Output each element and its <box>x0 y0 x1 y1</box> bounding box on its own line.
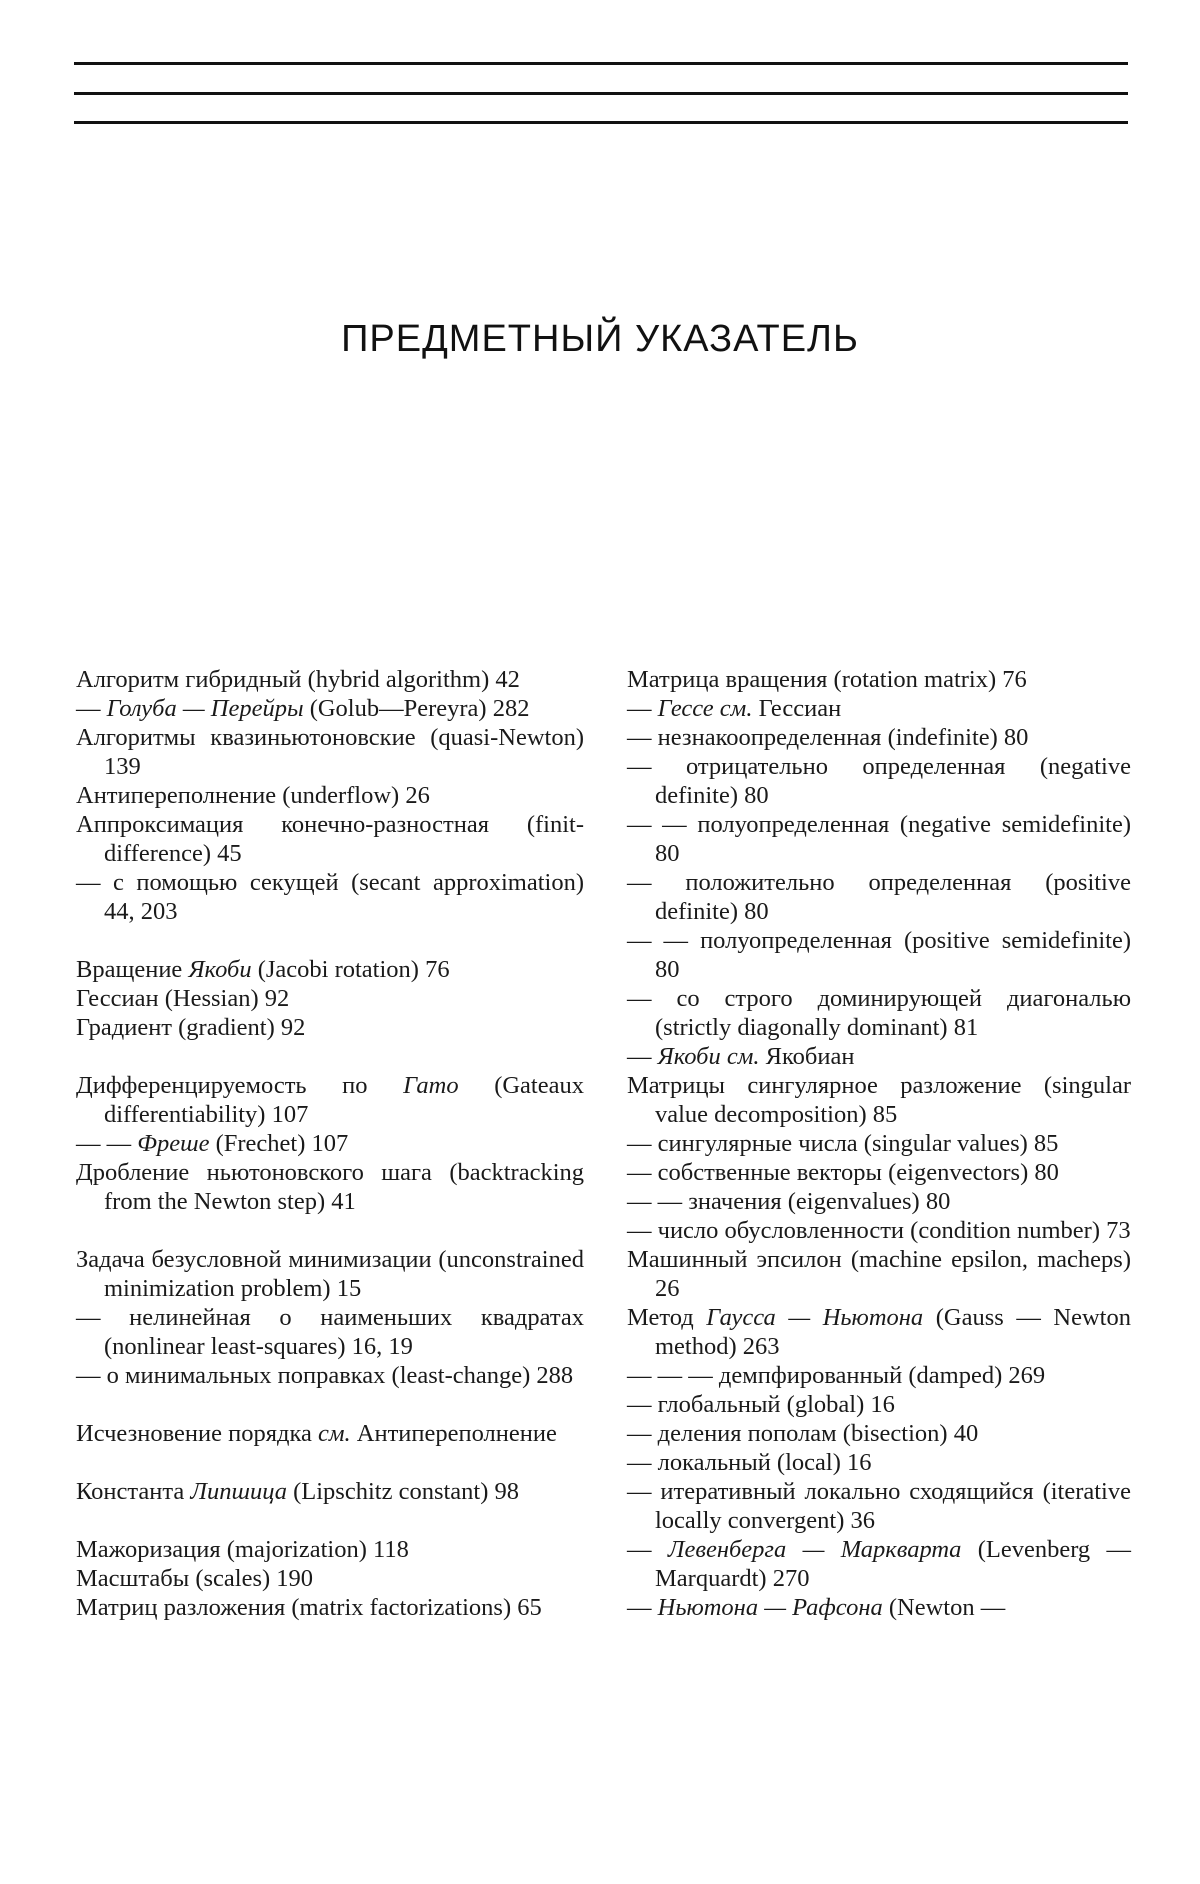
entry-text: Исчезновение порядка <box>76 1420 319 1447</box>
entry-text: — деления пополам (bisection) 40 <box>627 1420 979 1447</box>
entry-italic-name: Липшица <box>190 1478 287 1505</box>
entry-text: Антипереполнение (underflow) 26 <box>76 782 430 809</box>
entry-text: Матриц разложения (matrix factorizations) 65 <box>76 1594 542 1621</box>
entry-text: (Frechet) 107 <box>209 1130 349 1157</box>
index-entry <box>76 1013 584 1042</box>
index-entry <box>76 1477 584 1506</box>
entry-text: (Gauss — Newton method) 263 <box>655 1304 1131 1360</box>
index-entry <box>627 1158 1131 1187</box>
entry-gap <box>76 1448 584 1477</box>
header-rule-2 <box>74 92 1128 95</box>
index-entry <box>76 984 584 1013</box>
index-entry <box>627 868 1131 926</box>
index-entry <box>76 1535 584 1564</box>
index-entry <box>627 1535 1131 1593</box>
entry-text: — <box>627 1536 668 1563</box>
entry-text: — с помощью секущей (secant approximation) 44, 203 <box>76 869 584 925</box>
header-rule-3 <box>74 121 1128 124</box>
entry-text: Константа <box>76 1478 191 1505</box>
entry-gap <box>76 1390 584 1419</box>
entry-text: — число обусловленности (condition number) 73 <box>627 1217 1131 1244</box>
entry-text: (Newton — <box>882 1594 1006 1621</box>
entry-text: — со строго доминирующей диагональю (strictly diagonally dominant) 81 <box>627 985 1131 1041</box>
index-entry <box>76 665 584 694</box>
entry-text: — собственные векторы (eigenvectors) 80 <box>627 1159 1059 1186</box>
index-entry <box>76 955 584 984</box>
index-entry <box>627 1361 1131 1390</box>
entry-text: — нелинейная о наименьших квадратах (nonlinear least-squares) 16, 19 <box>76 1304 584 1360</box>
index-entry <box>627 1187 1131 1216</box>
index-entry <box>627 723 1131 752</box>
entry-text: (Levenberg — Marquardt) 270 <box>655 1536 1132 1592</box>
entry-text: — итеративный локально сходящийся (iterative locally convergent) 36 <box>627 1478 1131 1534</box>
entry-text: Алгоритмы квазиньютоновские (quasi-Newton) 139 <box>76 724 584 780</box>
entry-text: — — <box>76 1130 138 1157</box>
entry-italic-name: Якоби см. <box>657 1043 760 1070</box>
entry-text: Метод <box>627 1304 707 1331</box>
entry-text: — <box>627 695 658 722</box>
index-entry <box>627 752 1131 810</box>
index-entry <box>627 1216 1131 1245</box>
index-entry <box>627 694 1131 723</box>
entry-text: — <box>627 1594 658 1621</box>
entry-text: — — значения (eigenvalues) 80 <box>627 1188 951 1215</box>
entry-italic-name: Ньютона — Рафсона <box>657 1594 883 1621</box>
entry-text: Антипереполнение <box>350 1420 557 1447</box>
entry-text: Гессиан <box>752 695 842 722</box>
index-entry <box>627 665 1131 694</box>
index-entry <box>76 1593 584 1622</box>
index-column-right <box>627 665 1131 1622</box>
entry-text: Матрицы сингулярное разложение (singular value decomposition) 85 <box>627 1072 1131 1128</box>
index-entry <box>76 810 584 868</box>
index-entry <box>76 1564 584 1593</box>
index-entry <box>76 1303 584 1361</box>
entry-text: Вращение <box>76 956 189 983</box>
entry-text: (Jacobi rotation) 76 <box>251 956 450 983</box>
entry-text: Задача безусловной минимизации (unconstrained minimization problem) 15 <box>76 1246 584 1302</box>
entry-italic-name: Гато <box>403 1072 459 1099</box>
entry-gap <box>76 1506 584 1535</box>
index-entry <box>76 1361 584 1390</box>
entry-gap <box>76 1042 584 1071</box>
entry-text: Алгоритм гибридный (hybrid algorithm) 42 <box>76 666 520 693</box>
index-entry <box>76 1158 584 1216</box>
entry-text: — — полуопределенная (negative semidefinite) 80 <box>627 811 1131 867</box>
index-entry <box>627 1042 1131 1071</box>
entry-text: — <box>627 1043 658 1070</box>
entry-text: Дробление ньютоновского шага (backtracking from the Newton step) 41 <box>76 1159 584 1215</box>
entry-text: Гессиан (Hessian) 92 <box>76 985 290 1012</box>
entry-text: — незнакоопределенная (indefinite) 80 <box>627 724 1029 751</box>
index-entry <box>76 723 584 781</box>
index-entry <box>76 868 584 926</box>
index-entry <box>627 1419 1131 1448</box>
entry-text: (Golub—Pereyra) 282 <box>303 695 530 722</box>
entry-text: — глобальный (global) 16 <box>627 1391 895 1418</box>
index-entry <box>627 984 1131 1042</box>
entry-text: (Gateaux differentiability) 107 <box>104 1072 584 1128</box>
entry-italic-name: Гессе см. <box>657 695 753 722</box>
entry-text: — <box>76 695 107 722</box>
entry-text: Дифференцируемость по <box>76 1072 404 1099</box>
entry-text: Градиент (gradient) 92 <box>76 1014 306 1041</box>
entry-text: Масштабы (scales) 190 <box>76 1565 314 1592</box>
entry-text: Матрица вращения (rotation matrix) 76 <box>627 666 1027 693</box>
entry-text: Аппроксимация конечно-разностная (finit-difference) 45 <box>76 811 584 867</box>
index-entry <box>76 1129 584 1158</box>
index-entry <box>627 1477 1131 1535</box>
index-entry <box>627 1303 1131 1361</box>
index-entry <box>76 1071 584 1129</box>
page-title: ПРЕДМЕТНЫЙ УКАЗАТЕЛЬ <box>341 318 859 360</box>
entry-italic-name: Голуба — Перейры <box>106 695 304 722</box>
index-entry <box>627 1245 1131 1303</box>
entry-text: Мажоризация (majorization) 118 <box>76 1536 409 1563</box>
index-entry <box>76 694 584 723</box>
index-entry <box>627 1129 1131 1158</box>
index-entry <box>76 1419 584 1448</box>
index-entry <box>627 1593 1131 1622</box>
entry-gap <box>76 926 584 955</box>
index-entry <box>627 810 1131 868</box>
entry-text: — положительно определенная (positive definite) 80 <box>627 869 1131 925</box>
entry-text: — сингулярные числа (singular values) 85 <box>627 1130 1059 1157</box>
entry-text: — — полуопределенная (positive semidefinite) 80 <box>627 927 1131 983</box>
entry-italic-name: Фреше <box>137 1130 210 1157</box>
index-entry <box>627 1390 1131 1419</box>
entry-text: — о минимальных поправках (least-change) 288 <box>76 1362 574 1389</box>
header-rule-1 <box>74 62 1128 65</box>
index-column-left <box>76 665 584 1622</box>
entry-italic-name: см. <box>318 1420 351 1447</box>
index-entry <box>627 926 1131 984</box>
entry-text: (Lipschitz constant) 98 <box>287 1478 520 1505</box>
entry-text: Машинный эпсилон (machine epsilon, macheps) 26 <box>627 1246 1131 1302</box>
entry-text: Якобиан <box>759 1043 855 1070</box>
index-entry <box>76 1245 584 1303</box>
entry-text: — отрицательно определенная (negative definite) 80 <box>627 753 1131 809</box>
index-entry <box>627 1071 1131 1129</box>
entry-italic-name: Якоби <box>188 956 252 983</box>
entry-gap <box>76 1216 584 1245</box>
entry-italic-name: Левенберга — Марквартa <box>667 1536 962 1563</box>
index-entry <box>76 781 584 810</box>
entry-text: — — — демпфированный (damped) 269 <box>627 1362 1046 1389</box>
index-entry <box>627 1448 1131 1477</box>
entry-text: — локальный (local) 16 <box>627 1449 872 1476</box>
entry-italic-name: Гаусса — Ньютона <box>706 1304 924 1331</box>
